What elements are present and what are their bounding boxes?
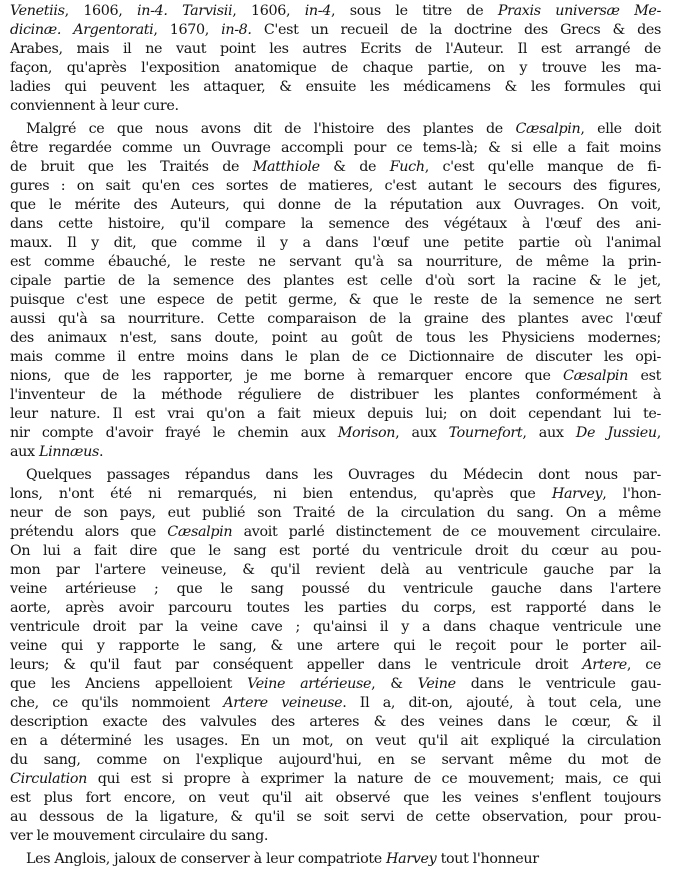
text-line xyxy=(10,272,661,291)
text-run: , aux xyxy=(395,425,449,441)
text-line xyxy=(10,713,661,732)
text-line xyxy=(10,675,661,694)
text-line xyxy=(10,751,661,770)
text-line xyxy=(10,215,661,234)
text-run: façon, qu'après l'exposition anatomique de chaque partie, on y trouve les ma- xyxy=(10,60,661,76)
italic-text: Circulation xyxy=(10,771,87,787)
italic-text: Morison xyxy=(337,425,396,441)
text-run: nir compte d'avoir frayé le chemin aux xyxy=(10,425,338,441)
text-run: est xyxy=(628,368,661,384)
text-line xyxy=(10,253,661,272)
text-run: est plus fort encore, on veut qu'il ait observé que les veines s'enflent toujours xyxy=(10,790,661,806)
paragraph xyxy=(10,120,661,462)
italic-text: Praxis universæ Me- xyxy=(497,3,662,19)
text-line xyxy=(10,139,661,158)
text-run: , 1606, xyxy=(232,3,305,19)
text-run: Quelques passages répandus dans les Ouvrages du Médecin dont nous par- xyxy=(26,467,661,483)
text-line xyxy=(10,789,661,808)
text-run: leurs; & qu'il faut par conséquent appeller dans le ventricule droit xyxy=(10,657,583,673)
text-run: , & xyxy=(371,676,418,692)
text-run: mais comme il entre moins dans le plan de ce Dictionnaire de discuter les opi- xyxy=(10,349,661,365)
text-run: conviennent à leur cure. xyxy=(10,98,179,114)
italic-text: Venetiis xyxy=(10,3,65,19)
text-run: , 1606, xyxy=(64,3,138,19)
text-run: Arabes, mais il ne vaut point les autres Ecrits de l'Auteur. Il est arrangé de xyxy=(10,41,661,57)
text-run: neur de son pays, eut publié son Traité de la circulation du sang. On a même xyxy=(10,505,661,521)
text-run: mon par l'artere veineuse, & qu'il revient delà au ventricule gauche par la xyxy=(10,562,661,578)
text-line xyxy=(10,78,661,97)
italic-text: Tournefort xyxy=(448,425,523,441)
italic-text: Artere xyxy=(582,657,627,673)
text-run: dans le ventricule gau- xyxy=(455,676,661,692)
text-run: , l'hon- xyxy=(602,486,661,502)
text-line xyxy=(10,504,661,523)
text-line xyxy=(10,656,661,675)
text-run: qui est si propre à exprimer la nature de ce mouvement; mais, ce qui xyxy=(86,771,661,787)
text-run: lons, n'ont été ni remarqués, ni bien entendus, qu'après que xyxy=(10,486,552,502)
text-line xyxy=(10,637,661,656)
italic-text: Harvey xyxy=(386,851,437,867)
italic-text: in-8. xyxy=(221,22,252,38)
text-run: cipale partie de la semence des plantes est celle d'où sort la racine & le jet, xyxy=(10,273,661,289)
text-run: avoit parlé distinctement de ce mouvement circulaire. xyxy=(232,524,661,540)
text-run: , ce xyxy=(626,657,661,673)
text-line xyxy=(10,827,661,846)
text-run: , c'est qu'elle manque de fi- xyxy=(424,159,662,175)
italic-text: Harvey xyxy=(551,486,603,502)
text-run: puisque c'est une espece de petit germe, & que le reste de la semence ne sert xyxy=(10,292,661,308)
text-run: aussi qu'à sa nourriture. Cette comparaison de la graine des plantes avec l'œuf xyxy=(10,311,661,327)
text-run: tout l'honneur xyxy=(436,851,539,867)
text-line xyxy=(10,40,661,59)
italic-text: De Jussieu xyxy=(575,425,657,441)
text-run: gures : on sait qu'en ces sortes de matieres, c'est autant le secours des figures, xyxy=(10,178,661,194)
text-run: ventricule droit par la veine cave ; qu'ainsi il y a dans chaque ventricule une xyxy=(10,619,661,635)
text-line xyxy=(10,424,661,443)
text-line xyxy=(10,618,661,637)
italic-text: Artere veineuse xyxy=(223,695,343,711)
text-run: de bruit que les Traités de xyxy=(10,159,253,175)
page-body-text xyxy=(10,2,661,869)
text-line xyxy=(10,485,661,504)
italic-text: Veine xyxy=(417,676,456,692)
text-run: aorte, après avoir parcouru toutes les parties du corps, est rapporté dans le xyxy=(10,600,661,616)
text-line xyxy=(10,158,661,177)
text-line xyxy=(10,234,661,253)
text-line xyxy=(10,177,661,196)
italic-text: Cæsalpin xyxy=(515,121,581,137)
text-run: , sous le titre de xyxy=(331,3,498,19)
text-run: que le mérite des Auteurs, qui donne de la réputation aux Ouvrages. On voit, xyxy=(10,197,661,213)
italic-text: Matthiole xyxy=(252,159,320,175)
text-run: dans cette histoire, qu'il compare la semence des végétaux à l'œuf des ani- xyxy=(10,216,661,232)
italic-text: in-4. Tarvisii xyxy=(137,3,233,19)
text-run: en a déterminé les usages. En un mot, on veut qu'il ait expliqué la circulation xyxy=(10,733,661,749)
text-run: maux. Il y dit, que comme il y a dans l'œuf une petite partie où l'animal xyxy=(10,235,661,251)
text-line xyxy=(10,59,661,78)
text-run: , elle doit xyxy=(580,121,661,137)
text-line xyxy=(10,367,661,386)
text-run: On lui a fait dire que le sang est porté du ventricule droit du cœur au pou- xyxy=(10,543,661,559)
text-run: que les Anciens appelloient xyxy=(10,676,248,692)
text-run: . xyxy=(98,444,104,460)
text-run: du sang, comme on l'explique aujourd'hui, en se servant même du mot de xyxy=(10,752,661,768)
text-run: , 1670, xyxy=(153,22,222,38)
text-run: , aux xyxy=(522,425,576,441)
text-run: , xyxy=(656,425,661,441)
text-line xyxy=(10,348,661,367)
text-line xyxy=(10,850,661,869)
text-line xyxy=(10,120,661,139)
italic-text: Veine artérieuse xyxy=(247,676,372,692)
text-run: ladies qui peuvent les attaquer, & ensuite les médicamens & les formules qui xyxy=(10,79,661,95)
text-line xyxy=(10,523,661,542)
italic-text: in-4 xyxy=(304,3,331,19)
text-line xyxy=(10,386,661,405)
text-line xyxy=(10,808,661,827)
paragraph xyxy=(10,2,661,116)
text-run: être regardée comme un Ouvrage accompli pour ce tems-là; & si elle a fait moins xyxy=(10,140,661,156)
text-line xyxy=(10,329,661,348)
paragraph xyxy=(10,466,661,846)
text-line xyxy=(10,21,661,40)
text-run: veine qui y rapporte le sang, & une artere qui le reçoit pour le porter ail- xyxy=(10,638,661,654)
paragraph xyxy=(10,850,661,869)
text-run: veine artérieuse ; que le sang poussé du ventricule gauche dans l'artere xyxy=(10,581,661,597)
text-line xyxy=(10,196,661,215)
text-run: des animaux n'est, sans doute, point au goût de tous les Physiciens modernes; xyxy=(10,330,661,346)
text-run: aux xyxy=(10,444,39,460)
text-line xyxy=(10,405,661,424)
text-line xyxy=(10,443,661,462)
text-run: . Il a, dit-on, ajouté, à tout cela, une xyxy=(342,695,661,711)
text-run: nions, que de les rapporter, je me borne à remarquer encore que xyxy=(10,368,564,384)
text-run: Malgré ce que nous avons dit de l'histoire des plantes de xyxy=(26,121,516,137)
text-line xyxy=(10,542,661,561)
text-line xyxy=(10,310,661,329)
text-run: au dessous de la ligature, & qu'il se soit servi de cette observation, pour prou- xyxy=(10,809,661,825)
text-run: leur nature. Il est vrai qu'on a fait mieux depuis lui; on doit cependant lui te- xyxy=(10,406,661,422)
text-run: & de xyxy=(319,159,390,175)
text-line xyxy=(10,291,661,310)
text-line xyxy=(10,97,661,116)
text-line xyxy=(10,599,661,618)
text-line xyxy=(10,770,661,789)
text-line xyxy=(10,466,661,485)
text-run: description exacte des valvules des arteres & des veines dans le cœur, & il xyxy=(10,714,661,730)
text-run: C'est un recueil de la doctrine des Grecs & des xyxy=(251,22,662,38)
italic-text: Cæsalpin xyxy=(167,524,233,540)
text-run: ver le mouvement circulaire du sang. xyxy=(10,828,269,844)
text-line xyxy=(10,732,661,751)
text-run: l'inventeur de la méthode réguliere de distribuer les plantes conformément à xyxy=(10,387,661,403)
text-line xyxy=(10,694,661,713)
italic-text: dicinæ. Argentorati xyxy=(10,22,154,38)
text-run: est comme ébauché, le reste ne servant qu'à sa nourriture, de même la prin- xyxy=(10,254,661,270)
italic-text: Fuch xyxy=(389,159,425,175)
text-run: prétendu alors que xyxy=(10,524,168,540)
italic-text: Linnæus xyxy=(38,444,99,460)
text-line xyxy=(10,2,661,21)
text-line xyxy=(10,561,661,580)
text-run: Les Anglois, jaloux de conserver à leur compatriote xyxy=(26,851,387,867)
text-run: che, ce qu'ils nommoient xyxy=(10,695,224,711)
italic-text: Cæsalpin xyxy=(563,368,628,384)
text-line xyxy=(10,580,661,599)
